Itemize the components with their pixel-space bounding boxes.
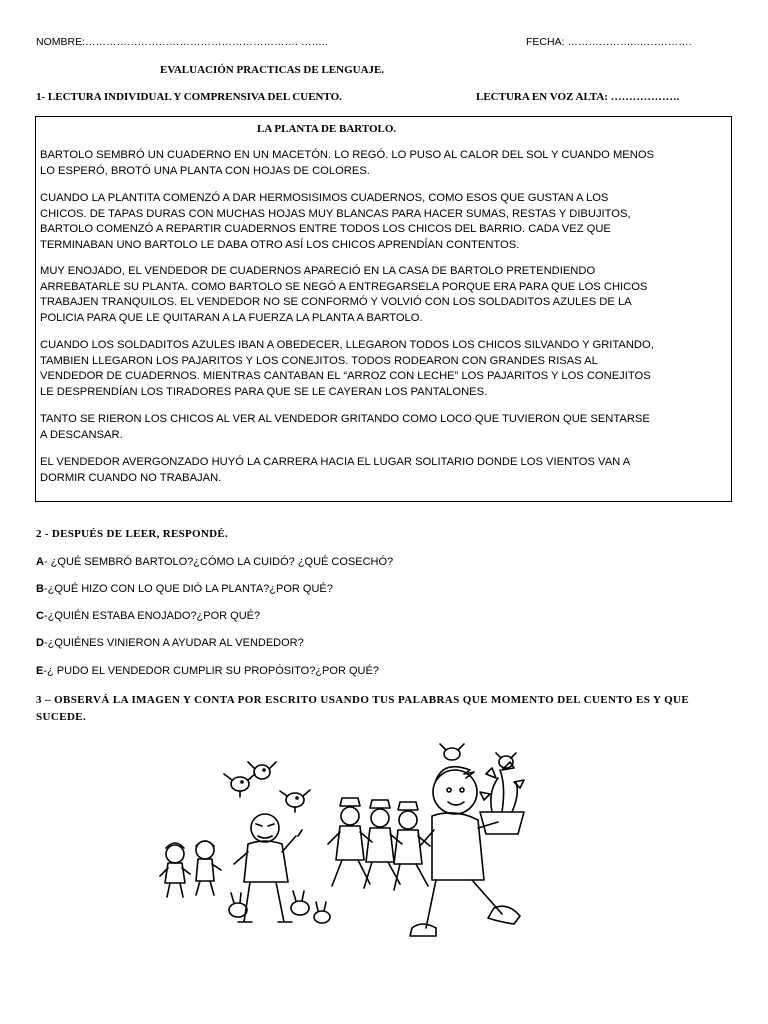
question-letter: B: [36, 583, 44, 595]
story-title: LA PLANTA DE BARTOLO.: [257, 123, 397, 135]
question-text: - ¿QUÉ SEMBRÓ BARTOLO?¿CÓMO LA CUIDÓ? ¿QUÉ COSECHÓ?: [43, 556, 394, 568]
question-c: [36, 610, 260, 622]
story-paragraph-4: CUANDO LOS SOLDADITOS AZULES IBAN A OBEDECER, LLEGARON TODOS LOS CHICOS SILVANDO Y GRITANDO, TAMBIEN LLEGARON LOS PAJARITOS Y LOS CONEJITOS. TODOS RODEARON CON GRANDES RISAS AL VENDEDOR DE CUADERNOS. MIENTRAS CANTABAN EL “ARROZ CON LECHE” LOS PAJARITOS Y LOS CONEJITOS LE DESPRENDÍAN LOS TIRADORES PARA QUE SE LE CAYERAN LOS PANTALONES.: [40, 339, 654, 398]
story-paragraph-6: EL VENDEDOR AVERGONZADO HUYÓ LA CARRERA HACIA EL LUGAR SOLITARIO DONDE LOS VIENTOS VAN A DORMIR CUANDO NO TRABAJAN.: [40, 456, 631, 484]
bird-icon: [224, 774, 255, 797]
question-d: [36, 637, 304, 649]
question-b: [36, 583, 333, 595]
soldier-figure: [328, 798, 372, 886]
story-paragraph-5: TANTO SE RIERON LOS CHICOS AL VER AL VENDEDOR GRITANDO COMO LOCO QUE TUVIERON QUE SENTARSE A DESCANSAR.: [40, 413, 650, 441]
question-text: -¿QUÉ HIZO CON LO QUE DIÓ LA PLANTA?¿POR QUÉ?: [43, 583, 333, 595]
read-aloud-field[interactable]: LECTURA EN VOZ ALTA: ……………….: [476, 91, 680, 103]
rabbit-icon: [291, 891, 309, 915]
child-figure: [196, 841, 221, 895]
date-field-line[interactable]: FECHA: ………………..…………….: [526, 36, 692, 48]
potted-plant: [480, 762, 524, 834]
question-e: [36, 665, 379, 677]
question-letter: E: [36, 665, 44, 677]
question-text: -¿ PUDO EL VENDEDOR CUMPLIR SU PROPÓSITO?¿POR QUÉ?: [43, 665, 379, 677]
name-field-line[interactable]: NOMBRE:……………………………………………………. ……..: [36, 36, 328, 48]
section1-heading: 1- LECTURA INDIVIDUAL Y COMPRENSIVA DEL CUENTO.: [36, 91, 342, 103]
story-paragraph-2: CUANDO LA PLANTITA COMENZÓ A DAR HERMOSISIMOS CUADERNOS, COMO ESOS QUE GUSTAN A LOS CHICOS. DE TAPAS DURAS CON MUCHAS HOJAS MUY BLANCAS PARA HACER SUMAS, RESTAS Y DIBUJITOS, BARTOLO COMENZÓ A REPARTIR CUADERNOS ENTRE TODOS LOS CHICOS DEL BARRIO. CADA VEZ QUE TERMINABAN UNO BARTOLO LE DABA OTRO ASÍ LOS CHICOS APRENDÍAN CONTENTOS.: [40, 192, 631, 251]
rabbit-icon: [229, 893, 247, 917]
question-letter: C: [36, 610, 44, 622]
section2-heading: 2 - DESPUÉS DE LEER, RESPONDÉ.: [36, 528, 229, 540]
section3-heading: 3 – OBSERVÁ LA IMAGEN Y CONTA POR ESCRITO USANDO TUS PALABRAS QUE MOMENTO DEL CUENTO ES Y QUE SUCEDE.: [36, 694, 690, 723]
child-figure: [160, 843, 190, 897]
bird-icon: [280, 790, 310, 812]
soldier-figure: [394, 802, 430, 890]
story-illustration: [150, 732, 610, 962]
bird-icon: [440, 744, 464, 760]
question-letter: A: [36, 556, 44, 568]
question-a: [36, 556, 393, 568]
question-letter: D: [36, 637, 44, 649]
story-box: [35, 116, 732, 502]
story-paragraph-1: BARTOLO SEMBRÓ UN CUADERNO EN UN MACETÓN. LO REGÓ. LO PUSO AL CALOR DEL SOL Y CUANDO MENOS LO ESPERÓ, BROTÓ UNA PLANTA CON HOJAS DE COLORES.: [40, 149, 654, 177]
header-row: [36, 36, 736, 50]
rabbit-icon: [314, 902, 330, 923]
question-text: -¿QUIÉNES VINIERON A AYUDAR AL VENDEDOR?: [43, 637, 304, 649]
question-text: -¿QUIÉN ESTABA ENOJADO?¿POR QUÉ?: [43, 610, 261, 622]
evaluation-title: EVALUACIÓN PRACTICAS DE LENGUAJE.: [160, 64, 385, 76]
story-paragraph-3: MUY ENOJADO, EL VENDEDOR DE CUADERNOS APARECIÓ EN LA CASA DE BARTOLO PRETENDIENDO ARREBATARLE SU PLANTA. COMO BARTOLO SE NEGÓ A ENTREGARSELA PORQUE ERA PARA QUE LOS CHICOS TRABAJEN TRANQUILOS. EL VENDEDOR NO SE CONFORMÓ Y VOLVIÓ CON LOS SOLDADITOS AZULES DE LA POLICIA PARA QUE LE QUITARAN A LA FUERZA LA PLANTA A BARTOLO.: [40, 265, 648, 324]
